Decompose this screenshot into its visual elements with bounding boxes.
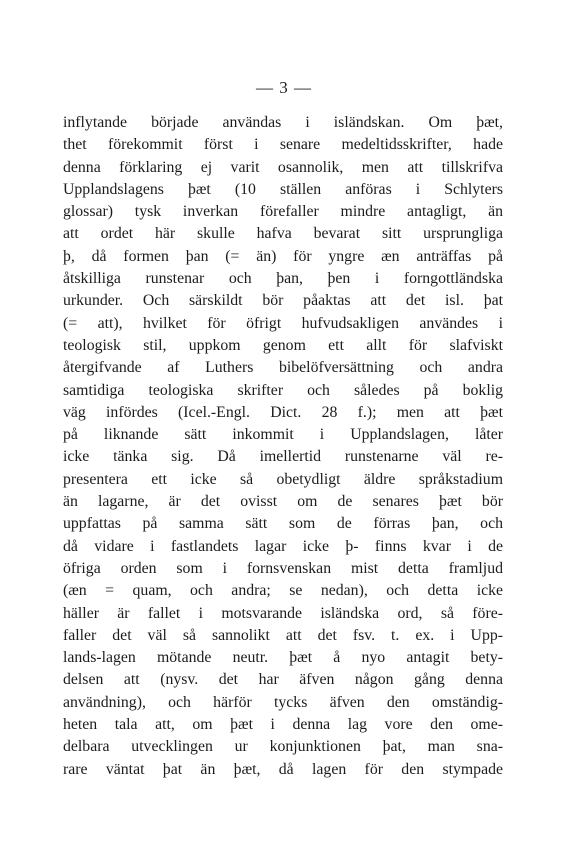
text-line: väg infördes (Icel.-Engl. Dict. 28 f.); men att þæt	[63, 403, 503, 421]
text-line: denna förklaring ej varit osannolik, men att tillskrifva	[63, 158, 503, 176]
page-number: — 3 —	[256, 78, 312, 97]
text-line: användning), och härför tycks äfven den omständig-	[63, 693, 503, 711]
text-line: delbara utvecklingen ur konjunktionen þat, man sna-	[63, 738, 503, 756]
text-line: Upplandslagens þæt (10 ställen anföras i Schlyters	[63, 180, 503, 198]
text-line: åtskilliga runstenar och þan, þen i forngottländska	[63, 270, 503, 288]
text-line: på liknande sätt inkommit i Upplandslagen, låter	[63, 426, 503, 444]
text-line: (= att), hvilket för öfrigt hufvudsakligen användes i	[63, 314, 503, 332]
text-line: faller det väl så sannolikt att det fsv. t. ex. i Upp-	[63, 626, 503, 644]
text-line: thet förekommit först i senare medeltidsskrifter, hade	[63, 136, 503, 154]
text-line: öfriga orden som i fornsvenskan mist detta framljud	[63, 559, 503, 577]
text-line: þ, då formen þan (= än) för yngre æn anträffas på	[63, 247, 503, 265]
text-line: urkunder. Och särskildt bör påaktas att det isl. þat	[63, 292, 503, 310]
text-line: heten tala att, om þæt i denna lag vore den ome-	[63, 716, 503, 734]
text-line: uppfattas på samma sätt som de förras þan, och	[63, 515, 503, 533]
text-line: inflytande började användas i isländskan. Om þæt,	[63, 114, 503, 131]
text-line: presentera ett icke så obetydligt äldre språkstadium	[63, 470, 503, 488]
text-line: häller är fallet i motsvarande isländska ord, så före-	[63, 604, 503, 622]
text-line: lands-lagen mötande neutr. þæt å nyo antagit bety-	[63, 649, 503, 667]
text-line: teologisk stil, uppkom genom ett allt för slafviskt	[63, 336, 503, 354]
text-line: glossar) tysk inverkan förefaller mindre antagligt, än	[63, 203, 503, 221]
text-line: samtidiga teologiska skrifter och således på boklig	[63, 381, 503, 399]
text-line: återgifvande af Luthers bibelöfversättning och andra	[63, 359, 503, 377]
text-line: att ordet här skulle hafva bevarat sitt ursprungliga	[63, 225, 503, 243]
body-text	[63, 112, 503, 781]
text-line: då vidare i fastlandets lagar icke þ- finns kvar i de	[63, 537, 503, 555]
text-line: rare väntat þat än þæt, då lagen för den stympade	[63, 760, 503, 778]
text-line: icke tänka sig. Då imellertid runstenarne väl re-	[63, 448, 503, 466]
text-line: (æn = quam, och andra; se nedan), och detta icke	[63, 582, 503, 600]
text-line: än lagarne, är det ovisst om de senares þæt bör	[63, 493, 503, 511]
text-line: delsen att (nysv. det har äfven någon gång denna	[63, 671, 503, 689]
